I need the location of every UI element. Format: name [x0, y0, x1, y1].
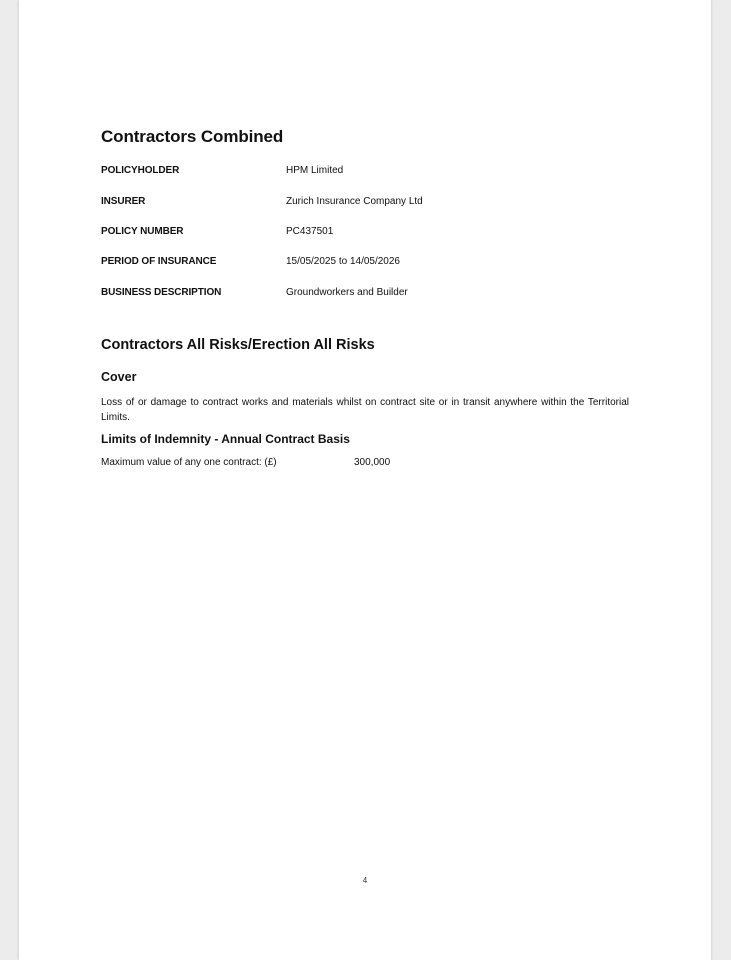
cover-heading: Cover — [101, 370, 137, 384]
policy-number-row — [101, 226, 661, 242]
limit-label: Maximum value of any one contract: (£) — [101, 457, 277, 468]
limits-heading: Limits of Indemnity - Annual Contract Basis — [101, 432, 350, 446]
insurer-label: INSURER — [101, 196, 146, 207]
period-of-insurance-value: 15/05/2025 to 14/05/2026 — [286, 256, 400, 267]
policyholder-label: POLICYHOLDER — [101, 165, 180, 176]
page-number: 4 — [362, 876, 368, 885]
document-page — [19, 0, 711, 960]
business-description-row — [101, 287, 661, 303]
insurer-row — [101, 196, 661, 212]
limit-value: 300,000 — [354, 457, 391, 468]
period-of-insurance-label: PERIOD OF INSURANCE — [101, 256, 217, 267]
business-description-value: Groundworkers and Builder — [286, 287, 408, 298]
policyholder-value: HPM Limited — [286, 165, 344, 176]
cover-description: Loss of or damage to contract works and materials whilst on contract site or in transit anywhere within the Territorial Limits. — [101, 397, 629, 423]
policyholder-row — [101, 165, 661, 181]
policy-number-label: POLICY NUMBER — [101, 226, 184, 237]
business-description-label: BUSINESS DESCRIPTION — [101, 287, 222, 298]
section-title: Contractors All Risks/Erection All Risks — [101, 337, 375, 353]
policy-number-value: PC437501 — [286, 226, 334, 237]
page-title: Contractors Combined — [101, 127, 284, 146]
insurer-value: Zurich Insurance Company Ltd — [286, 196, 423, 207]
period-of-insurance-row — [101, 256, 661, 272]
